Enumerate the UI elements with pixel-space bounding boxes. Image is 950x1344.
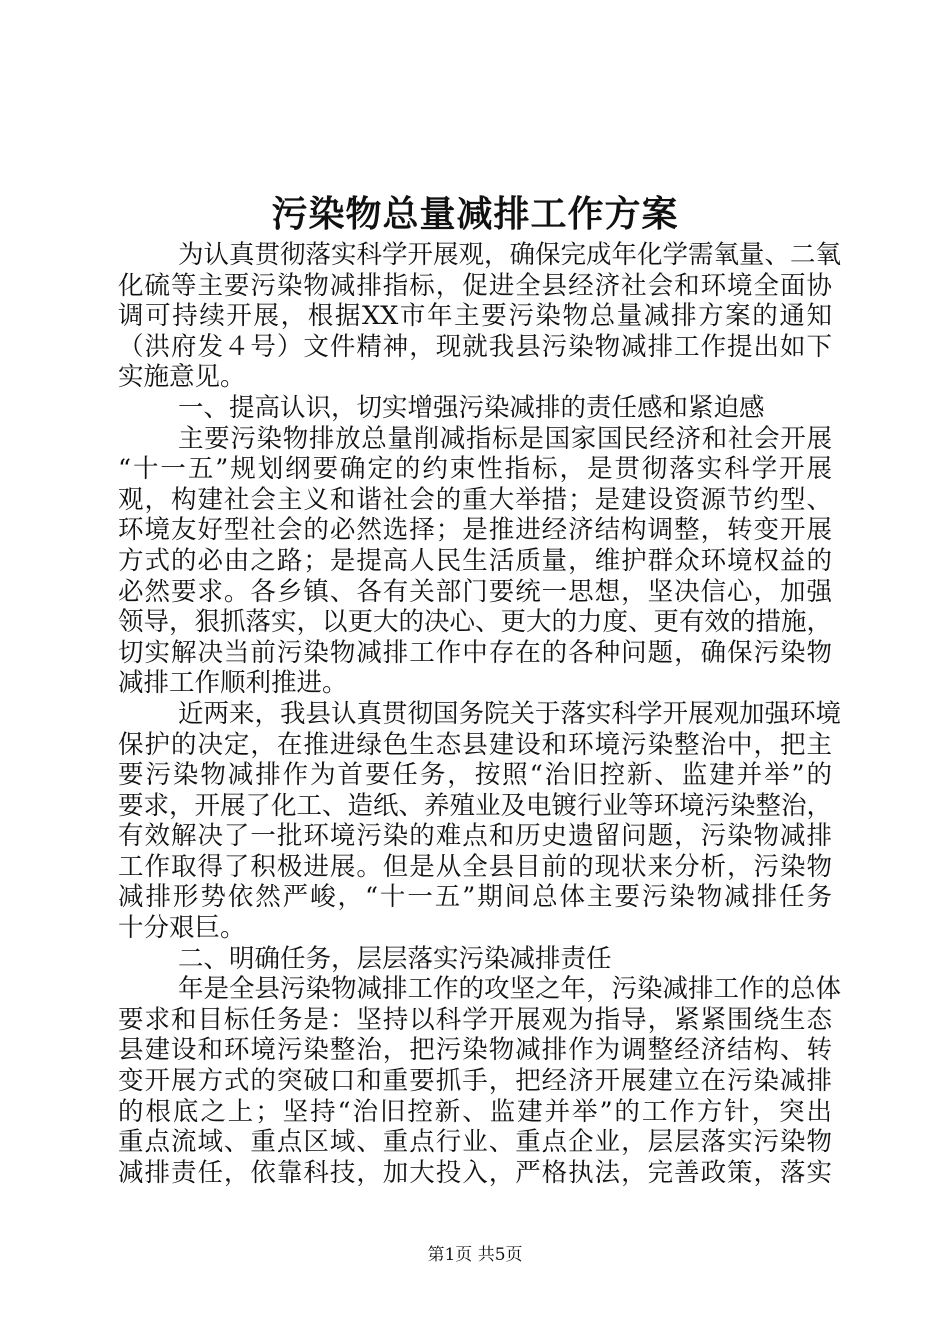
text-line: 必然要求。各乡镇、各有关部门要统一思想，坚决信心，加强 xyxy=(118,576,832,607)
text-line: 要求，开展了化工、造纸、养殖业及电镀行业等环境污染整治， xyxy=(118,790,833,821)
text-line: 方式的必由之路；是提高人民生活质量，维护群众环境权益的 xyxy=(118,545,832,576)
text-line: 的根底之上；坚持“治旧控新、监建并举”的工作方针，突出 xyxy=(118,1096,832,1127)
page-footer: 第1页 共5页 xyxy=(427,1245,523,1265)
text-line: 有效解决了一批环境污染的难点和历史遗留问题，污染物减排 xyxy=(118,821,832,852)
text-line: 工作取得了积极进展。但是从全县目前的现状来分析，污染物 xyxy=(118,851,832,882)
document-body xyxy=(118,240,842,1188)
text-line: 一、提高认识，切实增强污染减排的责任感和紧迫感 xyxy=(178,392,765,423)
text-line: 年是全县污染物减排工作的攻坚之年，污染减排工作的总体 xyxy=(178,974,842,1005)
text-line: 减排形势依然严峻，“十一五”期间总体主要污染物减排任务 xyxy=(118,882,832,913)
text-line: 实施意见。 xyxy=(118,362,246,393)
text-line: 减排责任，依靠科技，加大投入，严格执法，完善政策，落实 xyxy=(118,1157,832,1188)
text-line: 二、明确任务，层层落实污染减排责任 xyxy=(178,943,612,974)
text-line: 切实解决当前污染物减排工作中存在的各种问题，确保污染物 xyxy=(118,637,832,668)
text-line: 主要污染物排放总量削减指标是国家国民经济和社会开展 xyxy=(178,423,832,454)
text-line: 要求和目标任务是：坚持以科学开展观为指导，紧紧围绕生态 xyxy=(118,1004,832,1035)
text-line: 近两来，我县认真贯彻国务院关于落实科学开展观加强环境 xyxy=(178,698,842,729)
text-line: 化硫等主要污染物减排指标，促进全县经济社会和环境全面协 xyxy=(118,270,832,301)
text-line: 保护的决定，在推进绿色生态县建设和环境污染整治中，把主 xyxy=(118,729,832,760)
text-line: 重点流域、重点区域、重点行业、重点企业，层层落实污染物 xyxy=(118,1127,832,1158)
text-line: “十一五”规划纲要确定的约束性指标，是贯彻落实科学开展 xyxy=(118,454,832,485)
text-line: 县建设和环境污染整治，把污染物减排作为调整经济结构、转 xyxy=(118,1035,832,1066)
text-line: 变开展方式的突破口和重要抓手，把经济开展建立在污染减排 xyxy=(118,1066,832,1097)
text-line: 环境友好型社会的必然选择；是推进经济结构调整，转变开展 xyxy=(118,515,832,546)
text-line: （洪府发４号）文件精神，现就我县污染物减排工作提出如下 xyxy=(118,331,832,362)
text-line: 减排工作顺利推进。 xyxy=(118,668,348,699)
text-line: 调可持续开展，根据XX市年主要污染物总量减排方案的通知 xyxy=(118,301,832,332)
text-line: 要污染物减排作为首要任务，按照“治旧控新、监建并举”的 xyxy=(118,760,832,791)
text-line: 观，构建社会主义和谐社会的重大举措；是建设资源节约型、 xyxy=(118,484,832,515)
document-title: 污染物总量减排工作方案 xyxy=(271,193,679,235)
text-line: 领导，狠抓落实，以更大的决心、更大的力度、更有效的措施， xyxy=(118,607,833,638)
text-line: 为认真贯彻落实科学开展观，确保完成年化学需氧量、二氧 xyxy=(178,240,842,270)
text-line: 十分艰巨。 xyxy=(118,913,246,944)
